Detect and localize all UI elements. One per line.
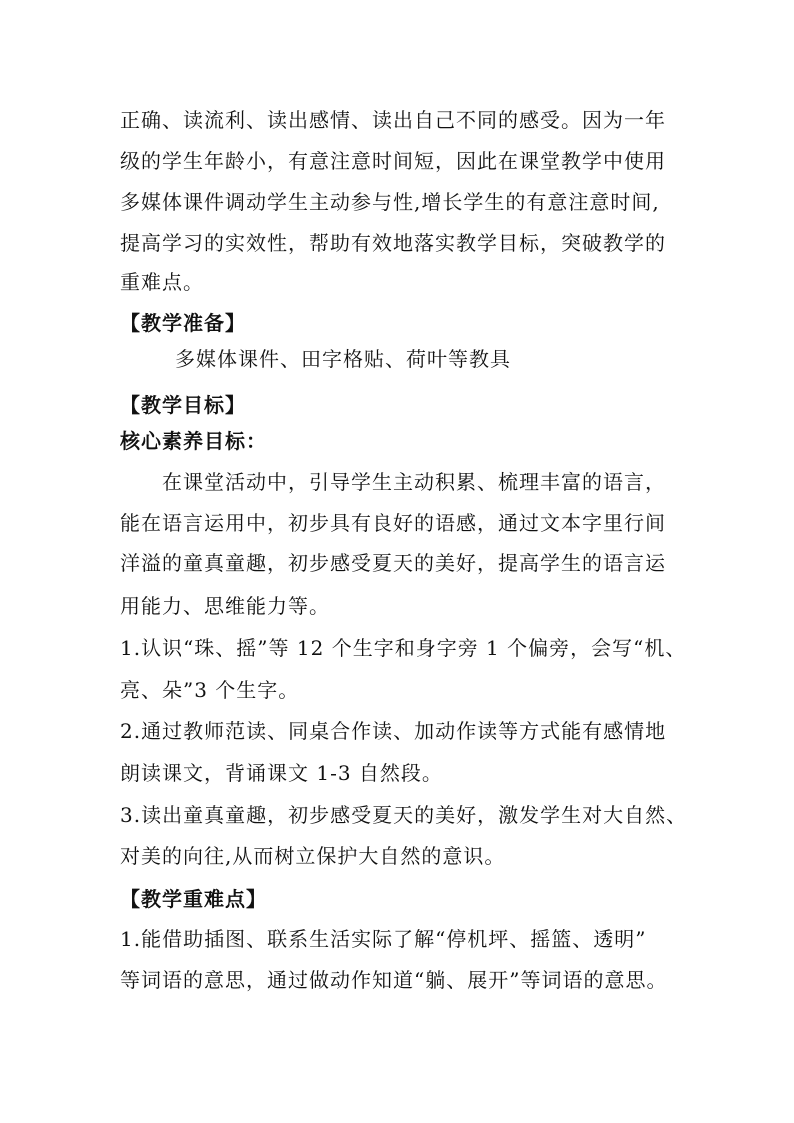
intro-line-2: 级的学生年龄小，有意注意时间短，因此在课堂教学中使用	[120, 149, 666, 173]
intro-line-4: 提高学习的实效性，帮助有效地落实教学目标，突破教学的	[120, 231, 666, 255]
core-goal-line-2: 能在语言运用中，初步具有良好的语感，通过文本字里行间	[120, 511, 666, 535]
prep-text: 多媒体课件、田字格贴、荷叶等教具	[175, 347, 511, 371]
core-goal-line-3: 洋溢的童真童趣，初步感受夏天的美好，提高学生的语言运	[120, 551, 666, 575]
goal-item-1-line-1: 1.认识“珠、摇”等 12 个生字和身字旁 1 个偏旁，会写“机、	[120, 636, 687, 660]
prep-heading: 【教学准备】	[120, 311, 246, 335]
intro-line-5: 重难点。	[120, 270, 204, 294]
intro-line-1: 正确、读流利、读出感情、读出自己不同的感受。因为一年	[120, 108, 666, 132]
goal-item-2-line-2: 朗读课文，背诵课文 1-3 自然段。	[120, 761, 443, 785]
core-goals-subheading: 核心素养目标：	[120, 429, 267, 453]
core-goal-line-4: 用能力、思维能力等。	[120, 594, 330, 618]
goal-item-3-line-1: 3.读出童真童趣，初步感受夏天的美好，激发学生对大自然、	[120, 803, 688, 827]
goals-heading: 【教学目标】	[120, 393, 246, 417]
key-point-line-1: 1.能借助插图、联系生活实际了解“停机坪、摇篮、透明”	[120, 927, 647, 951]
core-goal-line-1: 在课堂活动中，引导学生主动积累、梳理丰富的语言，	[162, 470, 666, 494]
goal-item-3-line-2: 对美的向往,从而树立保护大自然的意识。	[120, 844, 506, 868]
key-points-heading: 【教学重难点】	[120, 887, 267, 911]
intro-line-3: 多媒体课件调动学生主动参与性,增长学生的有意注意时间,	[120, 190, 660, 214]
key-point-line-2: 等词语的意思，通过做动作知道“躺、展开”等词语的意思。	[120, 968, 668, 992]
goal-item-1-line-2: 亮、朵”3 个生字。	[120, 678, 300, 702]
goal-item-2-line-1: 2.通过教师范读、同桌合作读、加动作读等方式能有感情地	[120, 719, 667, 743]
